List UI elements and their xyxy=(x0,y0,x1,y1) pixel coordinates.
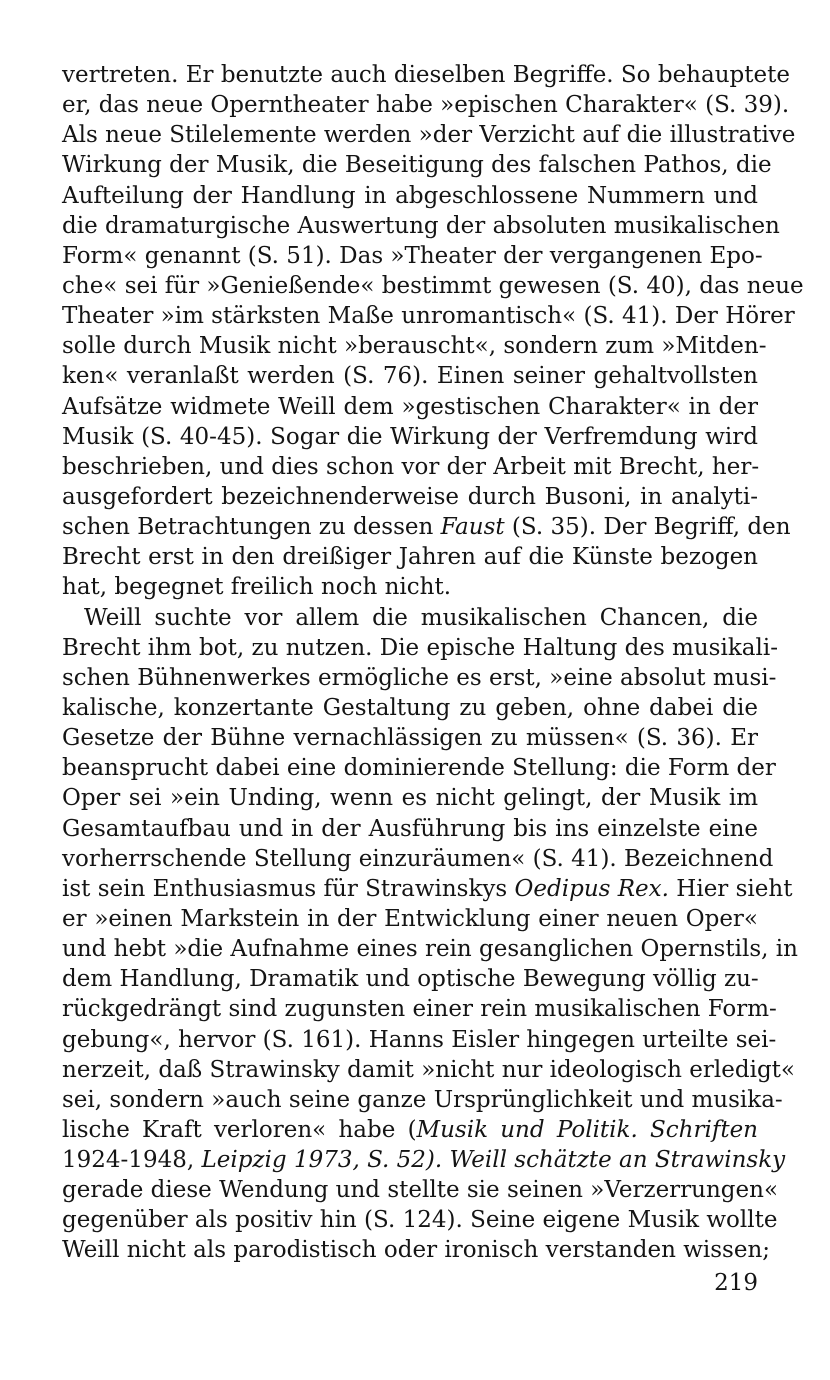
text-line: Form« genannt (S. 51). Das »Theater der vergangenen Epo- xyxy=(62,242,763,269)
body-text xyxy=(62,60,804,1266)
text-line: schen Betrachtungen zu dessen Faust (S. 35). Der Begriff, den xyxy=(62,514,791,541)
text-line: Brecht erst in den dreißiger Jahren auf die Künste bezogen xyxy=(62,544,758,571)
italic-title: Oedipus Rex. xyxy=(514,875,669,902)
text-line: Theater »im stärksten Maße unromantisch« (S. 41). Der Hörer xyxy=(62,303,795,330)
text-line: solle durch Musik nicht »berauscht«, sondern zum »Mitden- xyxy=(62,333,767,360)
italic-title: Leipzig 1973, S. 52). Weill schätzte an Strawinsky xyxy=(194,1147,786,1174)
text-line: gerade diese Wendung und stellte sie seinen »Verzerrungen« xyxy=(62,1177,779,1204)
text-line: und hebt »die Aufnahme eines rein gesanglichen Opernstils, in xyxy=(62,936,798,963)
paragraph xyxy=(62,60,804,603)
text-line: vertreten. Er benutzte auch dieselben Begriffe. So behauptete xyxy=(62,62,790,88)
text-line: ausgefordert bezeichnenderweise durch Busoni, in analyti- xyxy=(62,483,758,510)
text-line: Wirkung der Musik, die Beseitigung des falschen Pathos, die xyxy=(62,152,772,179)
text-line: vorherrschende Stellung einzuräumen« (S. 41). Bezeichnend xyxy=(62,845,774,872)
text-line: nerzeit, daß Strawinsky damit »nicht nur ideologisch erledigt« xyxy=(62,1056,795,1083)
text-line: Oper sei »ein Unding, wenn es nicht gelingt, der Musik im xyxy=(62,785,758,812)
text-line: dem Handlung, Dramatik und optische Bewegung völlig zu- xyxy=(62,966,759,993)
text-line: die dramaturgische Auswertung der absoluten musikalischen xyxy=(62,212,780,239)
text-line: 1924-1948, Leipzig 1973, S. 52). Weill schätzte an Strawinsky xyxy=(62,1147,786,1174)
text-line: Aufteilung der Handlung in abgeschlossene Nummern und xyxy=(62,182,758,209)
page-number: 219 xyxy=(714,1270,758,1296)
text-line: gegenüber als positiv hin (S. 124). Seine eigene Musik wollte xyxy=(62,1207,778,1234)
paragraph xyxy=(62,603,798,1266)
text-line: er, das neue Operntheater habe »epischen Charakter« (S. 39). xyxy=(62,92,790,119)
text-line: Musik (S. 40-45). Sogar die Wirkung der Verfremdung wird xyxy=(62,423,758,450)
text-line: Weill nicht als parodistisch oder ironisch verstanden wissen; xyxy=(62,1237,771,1264)
text-line: Brecht ihm bot, zu nutzen. Die epische Haltung des musikali- xyxy=(62,634,778,661)
italic-title: Musik und Politik. Schriften xyxy=(416,1116,758,1143)
text-line: beschrieben, und dies schon vor der Arbeit mit Brecht, her- xyxy=(62,453,760,480)
text-line: Aufsätze widmete Weill dem »gestischen Charakter« in der xyxy=(62,393,758,420)
text-line: ken« veranlaßt werden (S. 76). Einen seiner gehaltvollsten xyxy=(62,363,758,390)
text-line: Weill suchte vor allem die musikalischen Chancen, die xyxy=(84,604,758,631)
text-line: er »einen Markstein in der Entwicklung einer neuen Oper« xyxy=(62,905,758,932)
text-line: Als neue Stilelemente werden »der Verzicht auf die illustrative xyxy=(62,122,796,149)
text-line: Gesetze der Bühne vernachlässigen zu müssen« (S. 36). Er xyxy=(62,725,758,752)
text-line: hat, begegnet freilich noch nicht. xyxy=(62,574,452,601)
text-line: schen Bühnenwerkes ermögliche es erst, »eine absolut musi- xyxy=(62,664,777,691)
text-line: beansprucht dabei eine dominierende Stellung: die Form der xyxy=(62,755,776,782)
text-line: sei, sondern »auch seine ganze Ursprünglichkeit und musika- xyxy=(62,1086,783,1113)
text-line: gebung«, hervor (S. 161). Hanns Eisler hingegen urteilte sei- xyxy=(62,1026,777,1053)
italic-title: Faust xyxy=(440,514,505,541)
text-line: che« sei für »Genießende« bestimmt gewesen (S. 40), das neue xyxy=(62,272,804,299)
text-line: rückgedrängt sind zugunsten einer rein musikalischen Form- xyxy=(62,996,777,1023)
text-line: ist sein Enthusiasmus für Strawinskys Oedipus Rex. Hier sieht xyxy=(62,875,793,902)
text-line: kalische, konzertante Gestaltung zu geben, ohne dabei die xyxy=(62,694,758,721)
text-line: lische Kraft verloren« habe (Musik und Politik. Schriften xyxy=(62,1116,758,1143)
text-line: Gesamtaufbau und in der Ausführung bis ins einzelste eine xyxy=(62,815,758,842)
